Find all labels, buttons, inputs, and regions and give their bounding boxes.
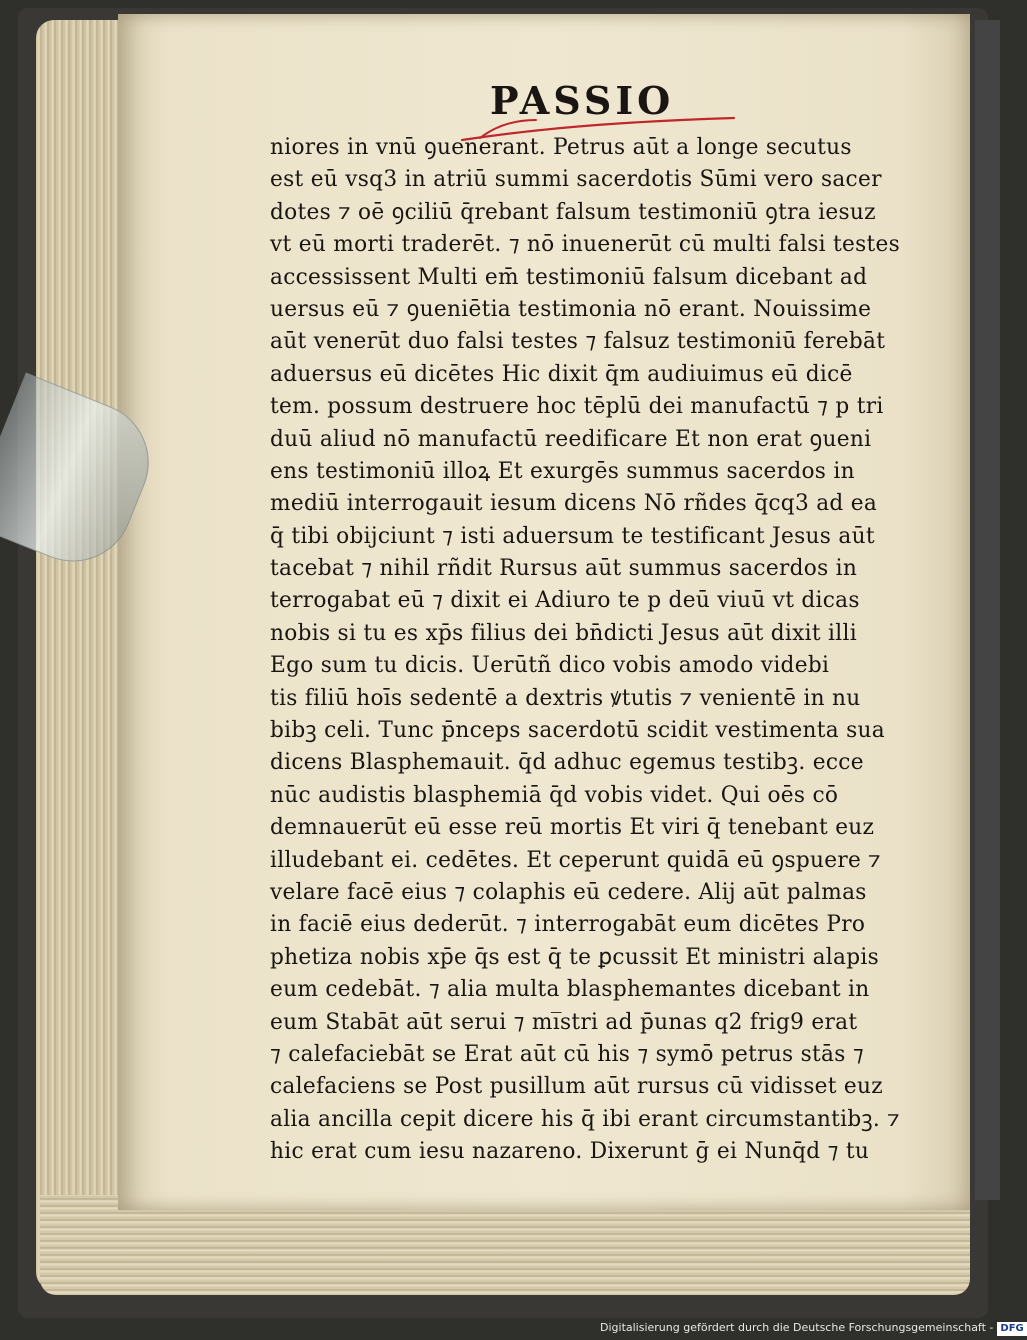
- text-line: eum Stabāt aūt serui ⁊ mi̅stri ad p̄unas q2 frig9 erat: [270, 1009, 858, 1035]
- text-line: q̄ tibi obijciunt ⁊ isti aduersum te testificant Jesus aūt: [270, 523, 875, 549]
- text-line: niores in vnū ꝯuenerant. Petrus aūt a longe secutus: [270, 135, 852, 160]
- text-line: eum cedebāt. ⁊ alia multa blasphemantes dicebant in: [270, 977, 870, 1003]
- text-line: ens testimoniū illoꝝ Et exurgēs summus sacerdos in: [270, 458, 855, 484]
- right-cover-edge: [975, 20, 1000, 1200]
- text-line: accessissent Multi em̄ testimoniū falsum dicebant ad: [270, 264, 868, 290]
- credit-text: Digitalisierung gefördert durch die Deutsche Forschungsgemeinschaft -: [600, 1321, 994, 1334]
- text-line: nobis si tu es xp̄s filius dei bn̄dicti Jesus aūt dixit illi: [270, 620, 857, 646]
- footer-credit: [600, 1318, 1024, 1338]
- text-line: phetiza nobis xp̄e q̄s est q̄ te ꝑcussit Et ministri alapis: [270, 944, 880, 970]
- text-block: [270, 132, 910, 1169]
- text-line: uersus eū ⁊ ꝯueniētia testimonia nō erant. Nouissime: [270, 296, 872, 322]
- text-line: mediū interrogauit iesum dicens Nō rñdes q̄cq3 ad ea: [270, 491, 878, 517]
- text-line: vt eū morti traderēt. ⁊ nō inuenerūt cū multi falsi testes: [270, 232, 901, 258]
- text-line: nūc audistis blasphemiā q̄d vobis videt. Qui oēs cō: [270, 782, 839, 808]
- text-line: bibꝫ celi. Tunc p̄nceps sacerdotū scidit vestimenta sua: [270, 718, 885, 744]
- page-block-edge: [36, 20, 126, 1290]
- text-line: ⁊ calefaciebāt se Erat aūt cū his ⁊ symō petrus stās ⁊: [270, 1041, 864, 1067]
- text-line: in faciē eius dederūt. ⁊ interrogabāt eum dicētes Pro: [270, 912, 866, 938]
- page-block-bottom: [40, 1195, 970, 1295]
- text-line: Ego sum tu dicis. Uerūtñ dico vobis amodo videbi: [270, 653, 830, 679]
- text-line: tis filiū hoīs sedentē a dextris ꝟtutis ⁊ venientē in nu: [270, 685, 861, 711]
- text-line: aūt venerūt duo falsi testes ⁊ falsuz testimoniū ferebāt: [270, 329, 886, 355]
- text-line: alia ancilla cepit dicere his q̄ ibi erant circumstantibꝫ. ⁊: [270, 1106, 900, 1132]
- dfg-logo: DFG: [997, 1322, 1026, 1336]
- text-line: demnauerūt eū esse reū mortis Et viri q̄ tenebant euz: [270, 815, 875, 841]
- text-line: velare facē eius ⁊ colaphis eū cedere. Alij aūt palmas: [270, 879, 867, 905]
- running-head: PASSIO: [490, 78, 675, 123]
- text-line: illudebant ei. cedētes. Et ceperunt quidā eū ꝯspuere ⁊: [270, 847, 881, 873]
- text-line: calefaciens se Post pusillum aūt rursus cū vidisset euz: [270, 1074, 883, 1100]
- text-line: duū aliud nō manufactū reedificare Et non erat ꝯueni: [270, 426, 872, 452]
- text-line: terrogabat eū ⁊ dixit ei Adiuro te p deū viuū vt dicas: [270, 588, 860, 614]
- text-line: tacebat ⁊ nihil rñdit Rursus aūt summus sacerdos in: [270, 556, 858, 582]
- text-line: dotes ⁊ oē ꝯciliū q̄rebant falsum testimoniū ꝯtra iesuz: [270, 199, 876, 225]
- text-line: est eū vsq3 in atriū summi sacerdotis Sūmi vero sacer: [270, 167, 882, 193]
- text-line: hic erat cum iesu nazareno. Dixerunt ḡ ei Nunq̄d ⁊ tu: [270, 1139, 870, 1165]
- text-line: dicens Blasphemauit. q̄d adhuc egemus testibꝫ. ecce: [270, 750, 864, 776]
- text-line: aduersus eū dicētes Hic dixit q̄m audiuimus eū dicē: [270, 361, 853, 387]
- text-line: tem. possum destruere hoc tēplū dei manufactū ⁊ p tri: [270, 394, 884, 420]
